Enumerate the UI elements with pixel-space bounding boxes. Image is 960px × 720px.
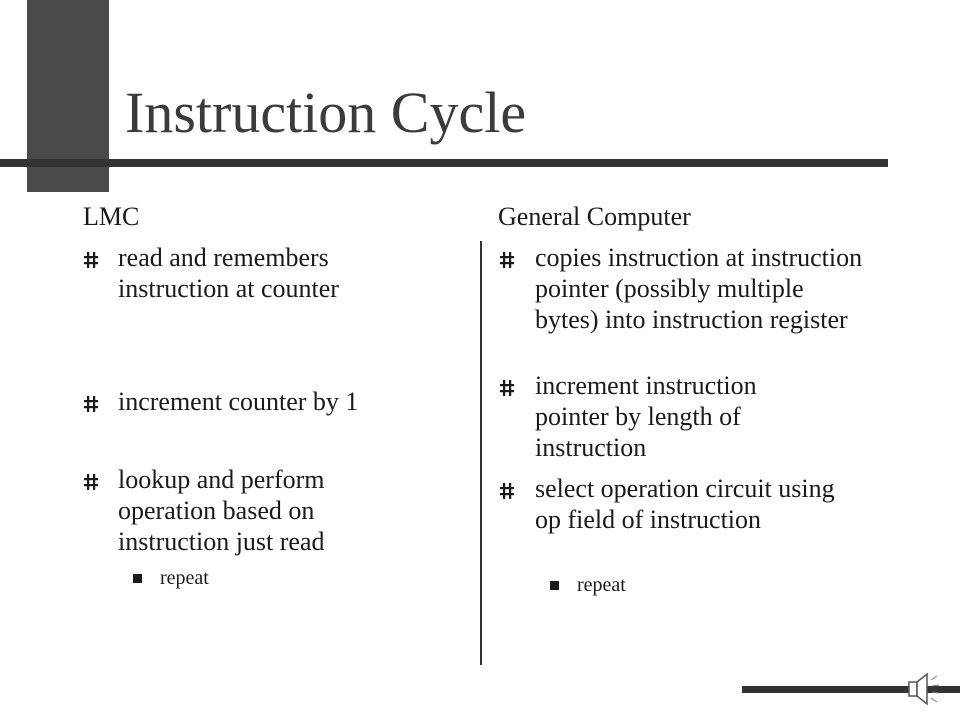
- right-bullet-1: copies instruction at instruction pointer (possibly multiple bytes) into instruction register: [535, 243, 863, 334]
- right-sub-bullet: repeat: [577, 574, 626, 596]
- left-column-heading: LMC: [83, 202, 140, 231]
- right-column-heading: General Computer: [498, 202, 691, 231]
- right-bullet-2: increment instruction pointer by length of instruction: [535, 371, 757, 462]
- left-bullet-1: read and remembers instruction at counter: [118, 243, 339, 303]
- left-sub-bullet: repeat: [160, 567, 209, 589]
- hash-bullet-icon: [84, 252, 98, 268]
- left-bullet-2: increment counter by 1: [118, 387, 359, 416]
- slide-title: Instruction Cycle: [125, 80, 527, 145]
- hash-bullet-icon: [500, 483, 514, 499]
- hash-bullet-icon: [500, 252, 514, 268]
- column-divider: [480, 241, 482, 665]
- hash-bullet-icon: [84, 474, 98, 490]
- title-underline-rule: [0, 159, 888, 167]
- hash-bullet-icon: [500, 380, 514, 396]
- square-bullet-icon: [133, 574, 142, 583]
- speaker-icon[interactable]: [903, 670, 943, 710]
- hash-bullet-icon: [84, 396, 98, 412]
- square-bullet-icon: [550, 581, 559, 590]
- left-bullet-3: lookup and perform operation based on instruction just read: [118, 465, 325, 556]
- right-bullet-3: select operation circuit using op field of instruction: [535, 474, 835, 534]
